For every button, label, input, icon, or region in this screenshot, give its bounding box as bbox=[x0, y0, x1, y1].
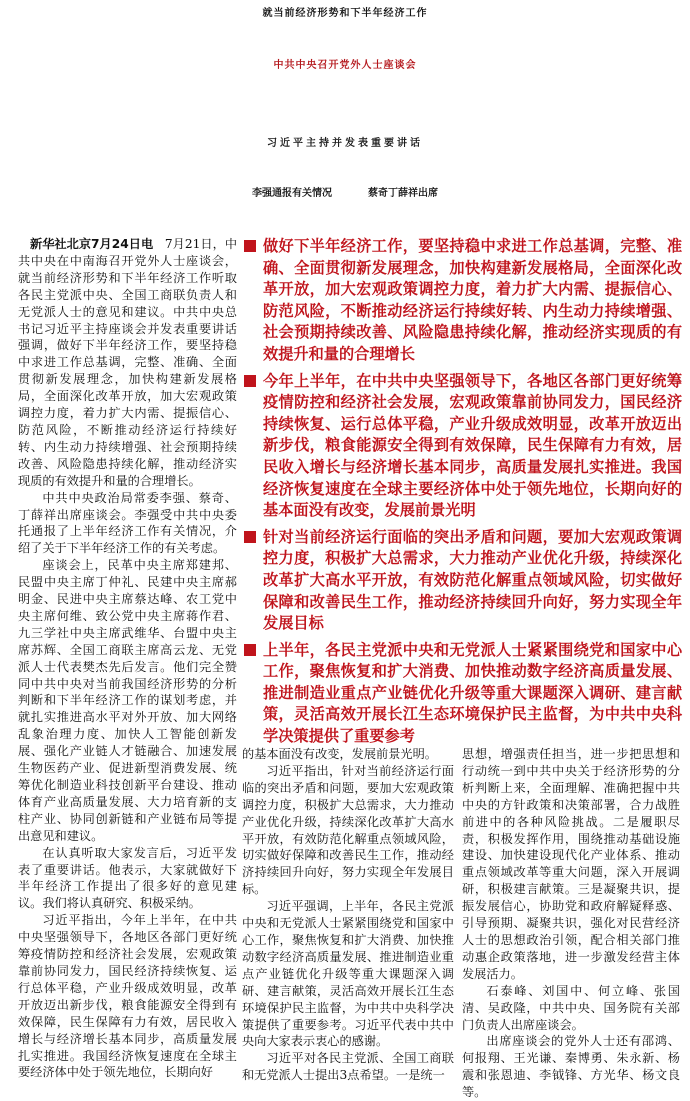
article-paragraph: 中共中央政治局常委李强、蔡奇、丁薛祥出席座谈会。李强受中共中央委托通报了上半年经济工作有关情况，介绍了关于下半年经济工作的有关考虑。 bbox=[18, 490, 237, 556]
dateline: 新华社北京7月24日电 bbox=[30, 237, 154, 251]
headline-main: 中共中央召开党外人士座谈会 bbox=[273, 60, 417, 71]
article-paragraph: 习近平指出，针对当前经济运行面临的突出矛盾和问题，要加大宏观政策调控力度，积极扩大总需求，大力推动产业优化升级，持续深化改革扩大高水平开放，有效防范化解重点领域风险，切实做好保障和改善民生工作，推动经济持续回升向好，努力实现全年发展目标。 bbox=[242, 763, 454, 897]
red-square-bullet-icon bbox=[244, 644, 256, 656]
article-paragraph: 习近平指出，今年上半年，在中共中央坚强领导下，各地区各部门更好统筹疫情防控和经济社会发展，宏观政策靠前协同发力，国民经济持续恢复、运行总体平稳，产业升级成效明显，改革开放迈出新步伐，粮食能源安全得到有效保障，民生保障有力有效，居民收入增长与经济增长基本同步，高质量发展扎实推进。我国经济恢复速度在全球主要经济体中处于领先地位，长期向好 bbox=[18, 913, 237, 1080]
article-paragraph: 座谈会上，民革中央主席郑建邦、民盟中央主席丁仲礼、民建中央主席郝明金、民进中央主席蔡达峰、农工党中央主席何维、致公党中央主席蒋作君、九三学社中央主席武维华、台盟中央主席苏辉、全国工商联主席高云龙、无党派人士代表樊杰先后发言。他们完全赞同中共中央对当前我国经济形势的分析判断和下半年经济工作的谋划考虑，并就扎实推进高水平对外开放、加大网络乱象治理力度、加快人工智能创新发展、强化产业链人才链融合、加速发展生物医药产业、促进新型消费发展、统筹优化制造业科技创新平台建设、推动体育产业高质量发展、大力培育新的支柱产业、协同创新链和产业链布局等提出意见和建议。 bbox=[18, 558, 237, 843]
headline-kicker: 就当前经济形势和下半年经济工作 bbox=[262, 8, 428, 19]
article-column-middle bbox=[242, 746, 454, 1083]
highlights-box bbox=[242, 236, 682, 746]
headline-deck-left: 李强通报有关情况 bbox=[252, 188, 332, 199]
red-square-bullet-icon bbox=[244, 240, 256, 252]
highlight-item bbox=[242, 640, 682, 748]
highlight-text: 针对当前经济运行面临的突出矛盾和问题，要加大宏观政策调控力度，积极扩大总需求，大力推动产业优化升级，持续深化改革扩大高水平开放，有效防范化解重点领域风险，切实做好保障和改善民生工作，推动经济持续回升向好，努力实现全年发展目标 bbox=[263, 527, 682, 633]
highlight-item bbox=[242, 236, 682, 366]
article-paragraph: 习近平对各民主党派、全国工商联和无党派人士提出3点希望。一是统一 bbox=[242, 1051, 454, 1083]
article-column-right bbox=[462, 746, 680, 1100]
article-paragraph: 石泰峰、刘国中、何立峰、张国清、吴政隆，中共中央、国务院有关部门负责人出席座谈会。 bbox=[462, 983, 680, 1032]
article-paragraph: 思想，增强责任担当，进一步把思想和行动统一到中共中央关于经济形势的分析判断上来，全面理解、准确把握中共中央的方针政策和决策部署，合力战胜前进中的各种风险挑战。二是履职尽责，积极发挥作用，围绕推动基础设施建设、加快建设现代化产业体系、推动重点领域改革等重大问题，深入开展调研，积极建言献策。三是凝聚共识，提振发展信心，协助党和政府解疑释惑、引导预期、凝聚共识，强化对民营经济人士的思想政治引领，配合相关部门推动惠企政策落地，进一步激发经营主体发展活力。 bbox=[462, 747, 680, 981]
article-paragraph: 在认真听取大家发言后，习近平发表了重要讲话。他表示，大家就做好下半年经济工作提出了很多好的意见建议。我们将认真研究、积极采纳。 bbox=[18, 845, 237, 911]
highlight-text: 做好下半年经济工作，要坚持稳中求进工作总基调，完整、准确、全面贯彻新发展理念，加快构建新发展格局，全面深化改革开放，加大宏观政策调控力度，着力扩大内需、提振信心、防范风险，不断推动经济运行持续好转、内生动力持续增强、社会预期持续改善、风险隐患持续化解，推动经济实现质的有效提升和量的合理增长 bbox=[263, 237, 682, 363]
article-paragraph: 出席座谈会的党外人士还有邵鸿、何报翔、王光谦、秦博勇、朱永新、杨震和张恩迪、李钺锋、方光华、杨文良等。 bbox=[462, 1034, 680, 1100]
article-paragraph bbox=[18, 236, 237, 490]
headline-deck-right: 蔡奇丁薛祥出席 bbox=[368, 188, 438, 199]
highlight-item bbox=[242, 527, 682, 635]
article-column-left bbox=[18, 236, 237, 1080]
headline-deck bbox=[0, 184, 690, 199]
article-paragraph: 习近平强调，上半年，各民主党派中央和无党派人士紧紧围绕党和国家中心工作，聚焦恢复和扩大消费、加快推动数字经济高质量发展、推进制造业重点产业链优化升级等重大课题深入调研、建言献策，灵活高效开展长江生态环境保护民主监督，为中共中央科学决策提供了重要参考。习近平代表中共中央向大家表示衷心的感谢。 bbox=[242, 899, 454, 1049]
highlight-text: 今年上半年，在中共中央坚强领导下，各地区各部门更好统筹疫情防控和经济社会发展，宏观政策靠前协同发力，国民经济持续恢复、运行总体平稳，产业升级成效明显，改革开放迈出新步伐，粮食能源安全得到有效保障，民生保障有力有效，居民收入增长与经济增长基本同步，高质量发展扎实推进。我国经济恢复速度在全球主要经济体中处于领先地位，长期向好的基本面没有改变，发展前景光明 bbox=[263, 371, 682, 520]
highlight-item bbox=[242, 371, 682, 522]
paragraph-text: 7月21日，中共中央在中南海召开党外人士座谈会，就当前经济形势和下半年经济工作听取各民主党派中央、全国工商联负责人和无党派人士的意见和建议。中共中央总书记习近平主持座谈会并发表重要讲话强调，做好下半年经济工作，要坚持稳中求进工作总基调，完整、准确、全面贯彻新发展理念，加快构建新发展格局，全面深化改革开放，加大宏观政策调控力度，着力扩大内需、提振信心、防范风险，不断推动经济运行持续好转、内生动力持续增强、社会预期持续改善、风险隐患持续化解，推动经济实现质的有效提升和量的合理增长。 bbox=[18, 237, 237, 488]
red-square-bullet-icon bbox=[244, 375, 256, 387]
red-square-bullet-icon bbox=[244, 531, 256, 543]
article-paragraph: 的基本面没有改变，发展前景光明。 bbox=[242, 747, 437, 761]
headline-sub: 习近平主持并发表重要讲话 bbox=[267, 138, 423, 149]
highlight-text: 上半年，各民主党派中央和无党派人士紧紧围绕党和国家中心工作，聚焦恢复和扩大消费、加快推动数字经济高质量发展、推进制造业重点产业链优化升级等重大课题深入调研、建言献策，灵活高效开展长江生态环境保护民主监督，为中共中央科学决策提供了重要参考 bbox=[263, 640, 682, 746]
